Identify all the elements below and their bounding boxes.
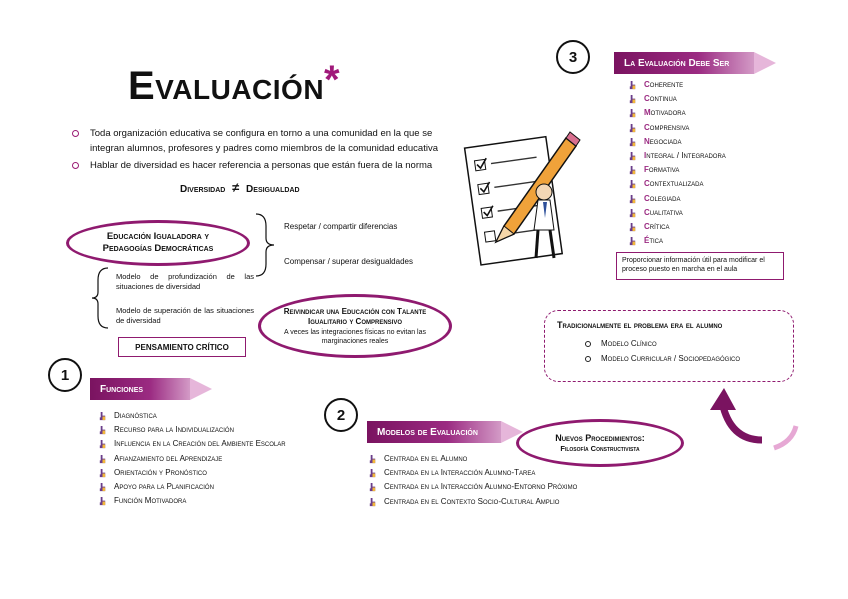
hand-pointer-icon [628,209,637,218]
hand-pointer-icon [628,237,637,246]
hand-pointer-icon [368,455,377,464]
number-1: 1 [60,366,70,384]
initial-letter: É [644,236,650,246]
not-equal-icon: ≠ [232,180,240,195]
modelos-item-label: Centrada en el Alumno [384,454,468,463]
modelos-item [366,466,577,480]
debe-ser-item-label: Coherente [644,80,684,89]
funciones-list [96,409,286,508]
debe-ser-item [626,121,726,135]
funciones-item [96,494,286,508]
initial-letter: F [644,165,649,175]
debe-ser-item [626,149,726,163]
debe-ser-item-label: Motivadora [644,108,686,118]
initial-letter: I [644,150,647,160]
modelos-item-label: Centrada en el Contexto Socio-Cultural Amplio [384,496,560,506]
initial-letter: C [644,179,650,189]
debe-ser-item-label: Colegiada [644,193,681,203]
debe-ser-item [626,92,726,106]
hand-pointer-icon [98,412,107,421]
debe-ser-item [626,163,726,177]
hand-pointer-icon [368,483,377,492]
intro-bullet-2: Hablar de diversidad es hacer referencia a personas que están fuera de la norma [72,158,452,173]
tradicional-title: Tradicionalmente el problema era el alumno [557,320,723,330]
tradicional-item-1-label: Modelo Clínico [601,339,657,348]
funciones-header [90,378,212,400]
branch-respetar: Respetar / compartir diferencias [284,222,398,231]
title-asterisk: * [324,58,341,102]
funciones-item-label: Función Motivadora [114,496,187,506]
page-title [128,58,341,109]
hand-pointer-icon [628,109,637,118]
initial-letter: C [644,80,650,89]
hand-pointer-icon [628,152,637,161]
funciones-item-label: Apoyo para la Planificación [114,481,214,491]
tradicional-box [544,310,794,382]
hand-pointer-icon [98,426,107,435]
pensamiento-label: PENSAMIENTO CRÍTICO [135,342,229,352]
hand-pointer-icon [628,124,637,133]
initial-letter: C [644,207,650,217]
checklist-pencil-icon [462,118,586,274]
initial-letter: C [644,221,650,231]
debe-ser-item-label: Contextualizada [644,179,704,189]
debe-ser-list [626,78,726,248]
hand-pointer-icon [368,498,377,507]
debe-ser-item-label: Negociada [644,136,682,146]
debe-ser-item-label: Cualitativa [644,207,683,217]
intro-section [72,126,452,173]
educacion-oval [66,220,250,266]
section-number-3 [556,40,590,74]
funciones-item-label: Orientación y Pronóstico [114,467,207,477]
hand-pointer-icon [98,497,107,506]
initial-letter: C [644,193,650,203]
funciones-item [96,437,286,451]
debe-ser-item [626,78,726,92]
hand-pointer-icon [98,483,107,492]
initial-letter: N [644,136,650,146]
inequality [180,180,360,195]
band-tail-icon [754,52,776,74]
debe-ser-header [614,52,776,74]
debe-ser-item [626,177,726,191]
debe-ser-item [626,234,726,248]
debe-ser-item [626,192,726,206]
hand-pointer-icon [628,166,637,175]
funciones-item [96,423,286,437]
curved-arrow-icon [700,382,800,462]
reivindicar-note: A veces las integraciones físicas no evitan las marginaciones reales [283,328,427,345]
circle-bullet-icon [585,356,591,362]
debe-ser-item-label: Crítica [644,221,670,231]
circle-bullet-icon [585,341,591,347]
section-number-2 [324,398,358,432]
model-profundizacion: Modelo de profundización de las situaciones de diversidad [116,272,254,291]
inequality-left: Diversidad [180,184,226,195]
band-tail-icon [190,378,212,400]
number-2: 2 [336,406,346,424]
hand-pointer-icon [628,223,637,232]
brace-right-icon [250,210,282,280]
nuevos-oval [516,419,684,467]
number-3: 3 [568,48,578,66]
debe-ser-item [626,206,726,220]
funciones-item [96,466,286,480]
nuevos-subtitle: Filosofía Constructivista [560,444,640,453]
hand-pointer-icon [628,138,637,147]
funciones-item-label: Recurso para la Individualización [114,425,234,435]
model-superacion: Modelo de superación de las situaciones de diversidad [116,306,254,325]
reivindicar-oval [258,294,452,358]
modelos-header [367,421,523,443]
branch-compensar: Compensar / superar desigualdades [284,257,413,266]
funciones-item-label: Influencia en la Creación del Ambiente Escolar [114,439,286,449]
brace-left-icon [88,264,114,332]
tradicional-item-2 [585,354,740,363]
modelos-item [366,495,577,509]
debe-ser-item-label: Continua [644,94,677,104]
section-number-1 [48,358,82,392]
debe-ser-item [626,135,726,149]
modelos-item [366,480,577,494]
debe-ser-item-label: Formativa [644,165,680,175]
funciones-item-label: Afianzamiento del Aprendizaje [114,453,223,463]
modelos-title: Modelos de Evaluación [367,421,501,443]
hand-pointer-icon [628,95,637,104]
hand-pointer-icon [368,469,377,478]
tradicional-item-2-label: Modelo Curricular / Sociopedagógico [601,354,741,363]
tradicional-item-1 [585,339,657,348]
debe-ser-note: Proporcionar información útil para modificar el proceso puesto en marcha en el aula [616,252,784,280]
title-text: Evaluación [128,64,325,108]
hand-pointer-icon [98,469,107,478]
modelos-item-label: Centrada en la Interacción Alumno-Entorno Próximo [384,482,578,492]
initial-letter: C [644,94,650,104]
debe-ser-item-label: Comprensiva [644,122,690,132]
reivindicar-title: Reivindicar una Educación con Talante Igualitario y Comprensivo [283,306,427,326]
hand-pointer-icon [628,195,637,204]
hand-pointer-icon [628,81,637,90]
initial-letter: C [644,122,650,132]
debe-ser-item-label: Integral / Integradora [644,150,726,160]
modelos-item-label: Centrada en la Interacción Alumno-Tarea [384,468,536,478]
debe-ser-item-label: Ética [644,236,664,246]
hand-pointer-icon [98,455,107,464]
funciones-item [96,452,286,466]
funciones-item [96,480,286,494]
nuevos-title: Nuevos Procedimientos: [555,433,645,443]
debe-ser-item [626,220,726,234]
debe-ser-title: La Evaluación Debe Ser [614,52,754,74]
educacion-label: Educación Igualadora y Pedagogías Democráticas [102,231,214,254]
funciones-item-label: Diagnóstica [114,411,157,420]
initial-letter: M [644,108,651,118]
hand-pointer-icon [98,440,107,449]
funciones-item [96,409,286,423]
pensamiento-critico-box [118,337,246,357]
debe-ser-item [626,106,726,120]
funciones-title: Funciones [90,378,190,400]
intro-bullet-1: Toda organización educativa se configura en torno a una comunidad en la que se integran alumnos, profesores y padres como miembros de la comunidad educativa [72,126,452,156]
inequality-right: Desigualdad [246,184,300,195]
hand-pointer-icon [628,180,637,189]
